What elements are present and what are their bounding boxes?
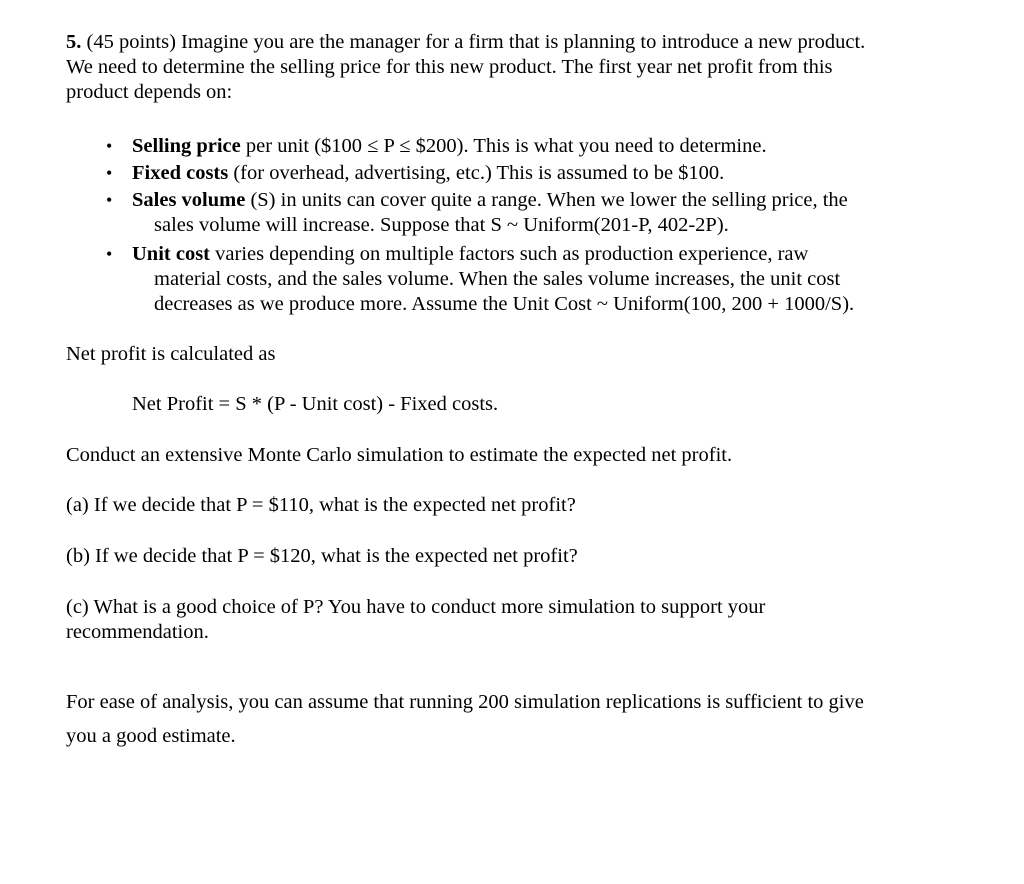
bullet-term: Unit cost	[132, 243, 211, 265]
bullet-text-continued: decreases as we produce more. Assume the Unit Cost ~ Uniform(100, 200 + 1000/S).	[154, 293, 855, 315]
problem-intro	[66, 30, 865, 105]
bullet-icon: •	[106, 190, 113, 210]
bullet-text: (S) in units can cover quite a range. When we lower the selling price, the	[245, 189, 848, 211]
list-item	[66, 134, 767, 159]
question-c-line-1: (c) What is a good choice of P? You have to conduct more simulation to support your	[66, 596, 766, 618]
simulation-instruction: Conduct an extensive Monte Carlo simulation to estimate the expected net profit.	[66, 444, 733, 466]
bullet-text: varies depending on multiple factors such as production experience, raw	[210, 243, 809, 265]
bullet-term: Selling price	[132, 135, 241, 157]
intro-line-3: product depends on:	[66, 81, 233, 103]
intro-line-1-text: (45 points) Imagine you are the manager for a firm that is planning to introduce a new product.	[81, 31, 866, 53]
bullet-term: Sales volume	[132, 189, 246, 211]
intro-line-2: We need to determine the selling price for this new product. The first year net profit from this	[66, 56, 833, 78]
net-profit-intro: Net profit is calculated as	[66, 343, 276, 365]
ease-note-line-1: For ease of analysis, you can assume that running 200 simulation replications is sufficient to give	[66, 691, 864, 713]
list-item	[66, 188, 848, 238]
bullet-text-continued: sales volume will increase. Suppose that S ~ Uniform(201-P, 402-2P).	[154, 214, 729, 236]
ease-note-line-2: you a good estimate.	[66, 725, 236, 747]
net-profit-formula: Net Profit = S * (P - Unit cost) - Fixed costs.	[132, 393, 499, 415]
list-item	[66, 242, 854, 317]
bullet-icon: •	[106, 244, 113, 264]
bullet-term: Fixed costs	[132, 162, 229, 184]
problem-number: 5.	[66, 31, 82, 53]
list-item	[66, 161, 724, 186]
bullet-text-continued: material costs, and the sales volume. When the sales volume increases, the unit cost	[154, 268, 841, 290]
intro-line-1	[66, 30, 865, 55]
question-a: (a) If we decide that P = $110, what is the expected net profit?	[66, 494, 576, 516]
bullet-text: (for overhead, advertising, etc.) This is assumed to be $100.	[228, 162, 725, 184]
question-c-line-2: recommendation.	[66, 621, 209, 643]
question-c	[66, 595, 765, 645]
ease-note	[66, 685, 864, 753]
bullet-icon: •	[106, 136, 113, 156]
bullet-icon: •	[106, 163, 113, 183]
question-b: (b) If we decide that P = $120, what is the expected net profit?	[66, 545, 578, 567]
bullet-text: per unit ($100 ≤ P ≤ $200). This is what you need to determine.	[240, 135, 767, 157]
